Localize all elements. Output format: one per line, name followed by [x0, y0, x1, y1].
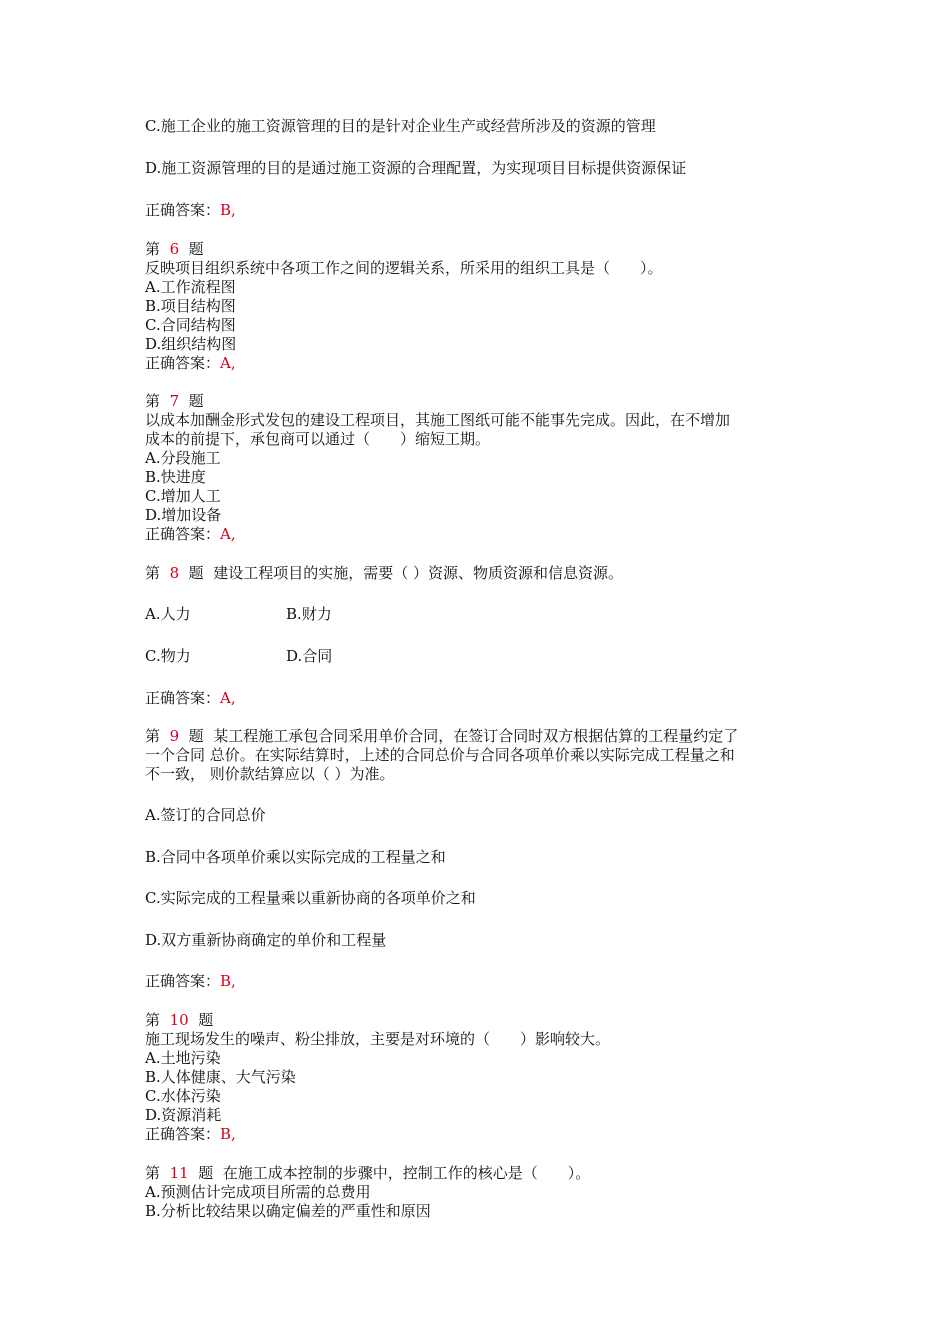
question-9-text-line-3: 不一致， 则价款结算应以（ ）为准。 [145, 765, 395, 783]
question-suffix: 题 [188, 240, 204, 258]
answer-value: B, [220, 972, 236, 990]
question-11-option-a: A.预测估计完成项目所需的总费用 [145, 1183, 371, 1201]
question-7-header [145, 392, 204, 411]
question-prefix: 第 [145, 727, 161, 745]
question-number: 7 [169, 392, 180, 410]
question-number: 10 [169, 1011, 189, 1029]
question-prefix: 第 [145, 392, 161, 410]
answer-label: 正确答案： [145, 972, 221, 990]
question-11-option-b: B.分析比较结果以确定偏差的严重性和原因 [145, 1202, 431, 1220]
question-6-option-c: C.合同结构图 [145, 316, 236, 334]
answer-label: 正确答案： [145, 354, 221, 372]
question-suffix: 题 [198, 1011, 214, 1029]
question-8-options-row-2 [145, 647, 191, 666]
question-suffix: 题 [188, 727, 204, 745]
question-suffix: 题 [188, 564, 204, 582]
question-8-option-d: D.合同 [286, 647, 333, 665]
question-10-option-a: A.土地污染 [145, 1049, 221, 1067]
question-prefix: 第 [145, 564, 161, 582]
question-10-answer [145, 1125, 236, 1144]
question-9-option-d: D.双方重新协商确定的单价和工程量 [145, 931, 387, 949]
answer-value: B, [220, 1125, 236, 1143]
question-text-line-1: 某工程施工承包合同采用单价合同，在签订合同时双方根据估算的工程量约定了 [213, 727, 739, 745]
option-d: D.施工资源管理的目的是通过施工资源的合理配置，为实现项目目标提供资源保证 [145, 159, 687, 177]
answer-value: A, [220, 525, 236, 543]
question-text: 建设工程项目的实施，需要（ ）资源、物质资源和信息资源。 [213, 564, 623, 582]
question-8-answer [145, 689, 236, 708]
answer-label: 正确答案： [145, 525, 221, 543]
answer-value: A, [220, 354, 236, 372]
question-7-option-d: D.增加设备 [145, 506, 222, 524]
question-9-option-b: B.合同中各项单价乘以实际完成的工程量之和 [145, 848, 446, 866]
question-7-text-line-2: 成本的前提下，承包商可以通过（ ）缩短工期。 [145, 430, 491, 448]
question-9-answer [145, 972, 236, 991]
answer-label: 正确答案： [145, 689, 221, 707]
question-9-text-line-2: 一个合同 总价。在实际结算时，上述的合同总价与合同各项单价乘以实际完成工程量之和 [145, 746, 735, 764]
question-10-option-c: C.水体污染 [145, 1087, 221, 1105]
question-9-option-a: A.签订的合同总价 [145, 806, 266, 824]
question-9-option-c: C.实际完成的工程量乘以重新协商的各项单价之和 [145, 889, 476, 907]
question-6-option-a: A.工作流程图 [145, 278, 236, 296]
question-7-answer [145, 525, 236, 544]
question-7-text-line-1: 以成本加酬金形式发包的建设工程项目，其施工图纸可能不能事先完成。因此，在不增加 [145, 411, 731, 429]
question-10-option-b: B.人体健康、大气污染 [145, 1068, 296, 1086]
question-7-option-b: B.快进度 [145, 468, 206, 486]
answer-label: 正确答案： [145, 1125, 221, 1143]
question-6-option-d: D.组织结构图 [145, 335, 237, 353]
question-6-option-b: B.项目结构图 [145, 297, 236, 315]
question-number: 9 [169, 727, 180, 745]
question-11-header [145, 1164, 590, 1183]
question-8-header [145, 564, 623, 583]
question-6-text: 反映项目组织系统中各项工作之间的逻辑关系，所采用的组织工具是（ ）。 [145, 259, 663, 277]
option-a: A.人力 [145, 605, 191, 623]
question-10-header [145, 1011, 213, 1030]
answer-line [145, 201, 236, 220]
question-8-options-row-1 [145, 605, 191, 624]
question-number: 11 [169, 1164, 189, 1182]
question-prefix: 第 [145, 1011, 161, 1029]
question-9-header [145, 727, 738, 746]
option-c: C.物力 [145, 647, 191, 665]
question-prefix: 第 [145, 1164, 161, 1182]
answer-value: A, [220, 689, 236, 707]
question-prefix: 第 [145, 240, 161, 258]
question-6-header [145, 240, 204, 259]
question-6-answer [145, 354, 236, 373]
question-suffix: 题 [198, 1164, 214, 1182]
answer-label: 正确答案： [145, 201, 221, 219]
question-text: 在施工成本控制的步骤中，控制工作的核心是（ ）。 [222, 1164, 591, 1182]
question-suffix: 题 [188, 392, 204, 410]
question-number: 6 [169, 240, 180, 258]
question-7-option-a: A.分段施工 [145, 449, 221, 467]
question-10-text: 施工现场发生的噪声、粉尘排放，主要是对环境的（ ）影响较大。 [145, 1030, 611, 1048]
option-c: C.施工企业的施工资源管理的目的是针对企业生产或经营所涉及的资源的管理 [145, 117, 656, 135]
answer-value: B, [220, 201, 236, 219]
question-10-option-d: D.资源消耗 [145, 1106, 222, 1124]
question-8-option-b: B.财力 [286, 605, 332, 623]
question-7-option-c: C.增加人工 [145, 487, 221, 505]
question-number: 8 [169, 564, 180, 582]
